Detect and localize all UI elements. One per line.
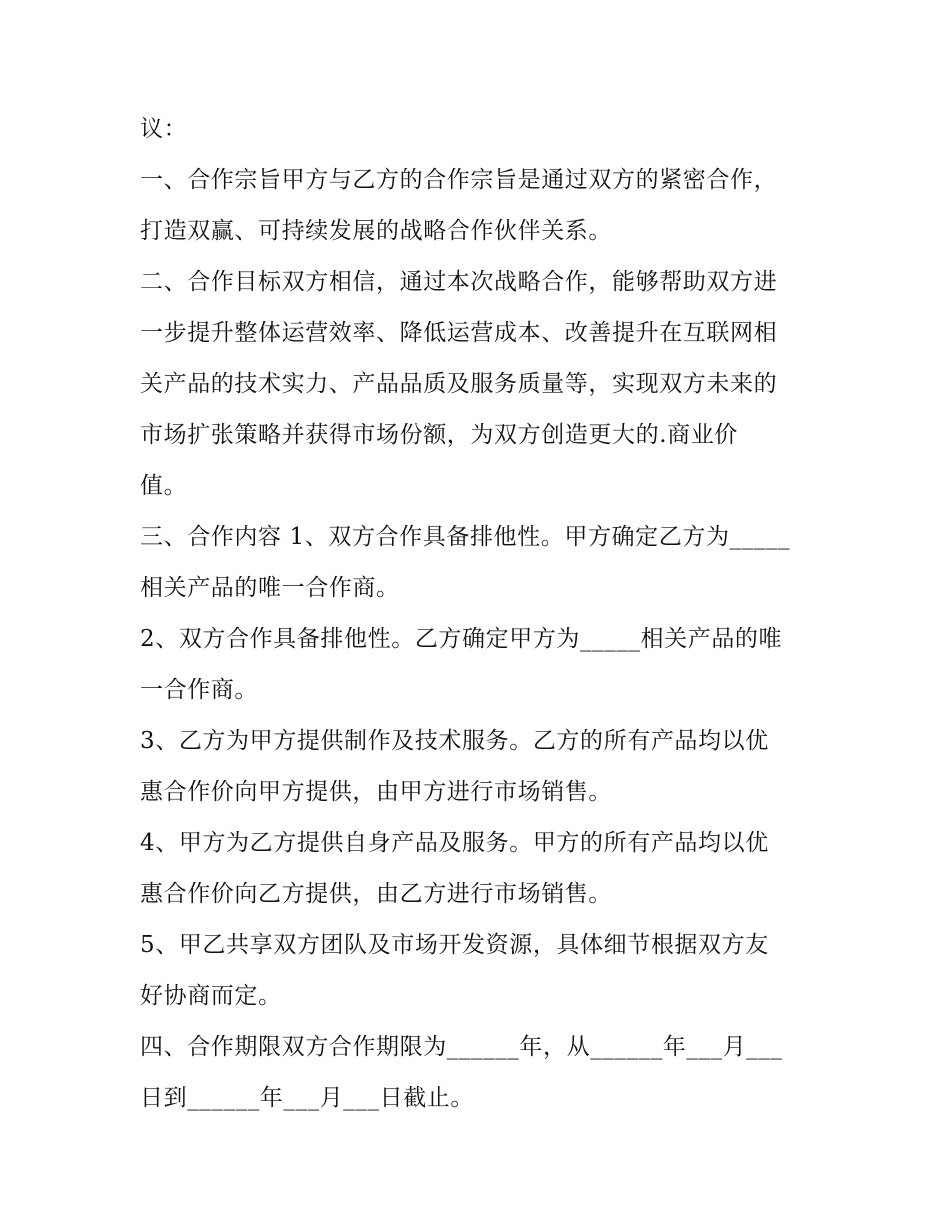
text-line-4: 二、合作目标双方相信，通过本次战略合作，能够帮助双方进 [140,269,778,295]
text-line-11: 2、双方合作具备排他性。乙方确定甲方为_____相关产品的唯 [140,626,783,652]
text-line-20: 日到______年___月___日截止。 [140,1085,474,1111]
text-line-16: 惠合作价向乙方提供，由乙方进行市场销售。 [140,881,612,907]
text-line-10: 相关产品的唯一合作商。 [140,575,400,601]
text-line-13: 3、乙方为甲方提供制作及技术服务。乙方的所有产品均以优 [140,728,769,754]
text-line-18: 好协商而定。 [140,983,282,1009]
text-line-17: 5、甲乙共享双方团队及市场开发资源，具体细节根据双方友 [140,932,769,958]
text-line-3: 打造双赢、可持续发展的战略合作伙伴关系。 [140,218,612,244]
text-line-8: 值。 [140,473,188,499]
text-line-19: 四、合作期限双方合作期限为______年，从______年___月___ [140,1034,783,1060]
text-line-14: 惠合作价向甲方提供，由甲方进行市场销售。 [140,779,612,805]
text-line-12: 一合作商。 [140,677,258,703]
text-line-2: 一、合作宗旨甲方与乙方的合作宗旨是通过双方的紧密合作， [140,167,778,193]
text-line-1: 议： [140,116,188,142]
text-line-5: 一步提升整体运营效率、降低运营成本、改善提升在互联网相 [140,320,778,346]
text-line-15: 4、甲方为乙方提供自身产品及服务。甲方的所有产品均以优 [140,830,769,856]
text-line-6: 关产品的技术实力、产品品质及服务质量等，实现双方未来的 [140,371,778,397]
document-body [140,104,820,1124]
text-line-9: 三、合作内容 1、双方合作具备排他性。甲方确定乙方为_____ [140,524,791,550]
text-line-7: 市场扩张策略并获得市场份额，为双方创造更大的.商业价 [140,422,738,448]
